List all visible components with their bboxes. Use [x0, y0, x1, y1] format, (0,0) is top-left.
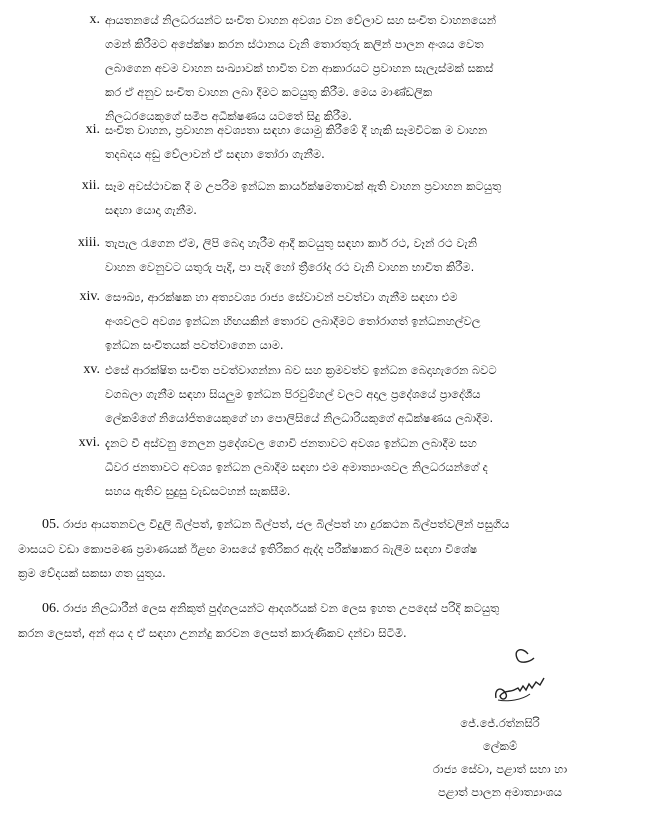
paragraph-number: 05. — [42, 517, 60, 532]
item-number: xii. — [81, 178, 100, 193]
item-number: xv. — [83, 362, 100, 377]
signature-block — [390, 712, 610, 804]
item-text: සෞඛ්‍ය, ආරක්ෂක හා අත්‍යවශ්‍ය රාජ්‍ය සේවාවන් පවත්වා ගැනීම සඳහා එම අංශවලට අවශ්‍ය ඉන්ධන හිඟයකින් තොරව ලබාදීමට තෝරාගත් ඉන්ධනහල්වල ඉන්ධන සංචිතයක් පවත්වාගෙන යාම. — [105, 290, 481, 352]
item-number: xi. — [85, 122, 100, 137]
ministry-line-2: පළාත් පාලන අමාත්‍යාංශය — [437, 785, 563, 799]
item-number: x. — [89, 12, 100, 27]
paragraph-text — [18, 596, 620, 645]
item-text: තැපැල රැගෙන ඒම, ලිපි බෙදා හැරීම ආදී කටයුතු සඳහා කාර් රථ, වෑන් රථ වැනි වාහන වෙනුවට යතුරු පැදි, පා පැදි හෝ ත්‍රීරෝද රථ වැනි වාහන භාවිත කිරීම. — [105, 236, 478, 274]
item-text: ආයතනයේ නිලධරයන්ට සංචිත වාහන අවශ්‍ය වන වේලාව සහ සංචිත වාහනයෙන් ගමන් කිරීමට අපේක්ෂා කරන ස්ථානය වැනි තොරතුරු කලින් පාලන අංශය වෙත ලබාගෙන අවම වාහන සංඛ්‍යාවක් භාවිත වන ආකාරයට ප්‍රවාහන සැලැස්මක් සකස් කර ඒ අනුව සංචිත වාහන ලබා දීමට කටයුතු කිරීම. මෙය මාණ්ඩලික නිලධරයෙකුගේ සමීප අධීක්ෂණය යටතේ සිදු කිරීම. — [105, 13, 497, 123]
item-number: xiii. — [77, 235, 100, 250]
signature-image — [488, 640, 558, 710]
signatory-title: ලේකම් — [482, 739, 518, 753]
paragraph-body: රාජ්‍ය ආයතනවල විදුලි බිල්පත්, ඉන්ධන බිල්පත්, ජල බිල්පත් හා දුරකථන බිල්පත්වලින් පසුගිය මාසයට වඩා කොපමණ ප්‍රමාණයක් ඊළඟ මාසයේ ඉතිරිකර ඇද්ද පරීක්ෂාකර බැලීම සඳහා විශේෂ ක්‍රම වේදයක් සකසා ගත යුතුය. — [18, 517, 510, 580]
signatory-name: ජේ.ජේ.රත්නසිරි — [460, 716, 540, 730]
ministry-line-1: රාජ්‍ය සේවා, පළාත් සභා හා — [432, 762, 568, 776]
item-number: xiv. — [79, 289, 100, 304]
paragraph-number: 06. — [42, 601, 60, 616]
paragraph-body: රාජ්‍ය නිලධාරීන් ලෙස අනිකුත් පුද්ගලයන්ට ආදර්ශයක් වන ලෙස ඉහත උපදෙස් පරිදි කටයුතු කරන ලෙසත්, අන් අය ද ඒ සඳහා උනන්දු කරවන ලෙසත් කාරුණිකව දන්වා සිටිමි. — [18, 601, 500, 640]
item-text: සංචිත වාහන, ප්‍රවාහන අවශ්‍යතා සඳහා යොමු කිරීමේ දී හැකි සෑමවිටක ම වාහන තදබදය අඩු වේලාවන් ඒ සඳහා තෝරා ගැනීම. — [105, 123, 488, 161]
item-number: xvi. — [78, 435, 100, 450]
item-text: එසේ ආරක්ෂිත සංචිත පවත්වාගන්නා බව සහ ක්‍රමවත්ව ඉන්ධන බෙදාහැරෙන බවට වගබලා ගැනීම සඳහා සියලුම ඉන්ධන පිරවුම්හල් වලට අදාල ප්‍රදේශයේ ප්‍රාදේශීය ලේකම්ගේ නියෝජිතයෙකුගේ හා පොලිසියේ නිලධාරියකුගේ අධීක්ෂණය ලබාදීම. — [105, 363, 497, 425]
item-text: දැනට වී අස්වනු නෙලන ප්‍රදේශවල ගොවි ජනතාවට අවශ්‍ය ඉන්ධන ලබාදීම සහ ධීවර ජනතාවට අවශ්‍ය ඉන්ධන ලබාදීම සඳහා එම අමාත්‍යාංශවල නිලධරයන්ගේ ද සහය ඇතිව සුදුසු වැඩසටහන් සැකසීම. — [105, 436, 488, 498]
item-text: සෑම අවස්ථාවක දී ම උපරිම ඉන්ධන කාර්යක්ෂමතාවක් ඇති වාහන ප්‍රවාහන කටයුතු සඳහා යොදා ගැනීම. — [105, 179, 502, 217]
paragraph-text — [18, 512, 620, 585]
